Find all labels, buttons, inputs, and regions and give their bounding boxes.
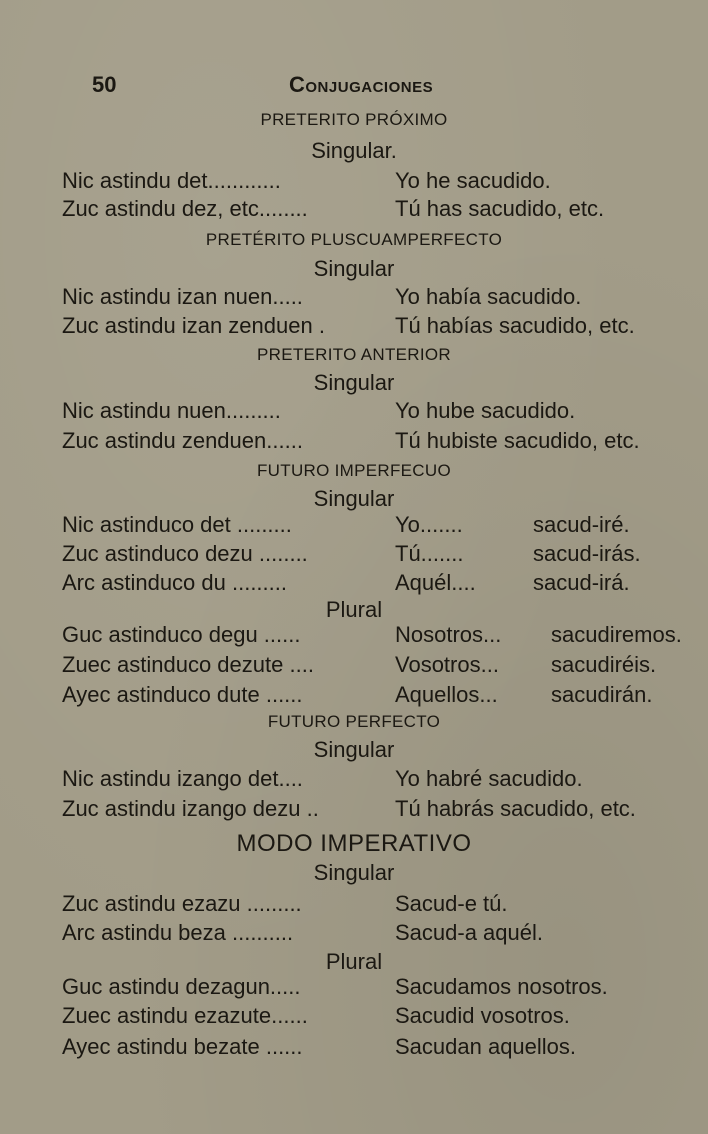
spanish-verb: sacud-irás. bbox=[533, 541, 641, 566]
conjugation-row bbox=[0, 284, 708, 314]
basque-form: Nic astinduco det ......... bbox=[62, 512, 292, 537]
basque-form: Nic astindu izan nuen..... bbox=[62, 284, 303, 309]
conjugation-row bbox=[0, 682, 708, 712]
spanish-pronoun: Nosotros... bbox=[395, 622, 502, 647]
conjugation-row bbox=[0, 974, 708, 1004]
conjugation-row bbox=[0, 541, 708, 571]
spanish-form: Tú habías sacudido, etc. bbox=[395, 313, 635, 338]
conjugation-row bbox=[0, 313, 708, 343]
conjugation-row bbox=[0, 168, 708, 198]
basque-form: Guc astinduco degu ...... bbox=[62, 622, 301, 647]
section-title: FUTURO PERFECTO bbox=[267, 712, 441, 731]
section-subtitle: Singular bbox=[313, 256, 395, 281]
page-header bbox=[0, 72, 708, 104]
conjugation-row bbox=[0, 1034, 708, 1064]
basque-form: Ayec astindu bezate ...... bbox=[62, 1034, 303, 1059]
conjugation-row bbox=[0, 796, 708, 826]
basque-form: Zuc astindu izango dezu .. bbox=[62, 796, 319, 821]
running-title: Conjugaciones bbox=[289, 72, 434, 97]
basque-form: Zuc astindu zenduen...... bbox=[62, 428, 303, 453]
spanish-verb: sacudirán. bbox=[551, 682, 653, 707]
spanish-form: Sacud-a aquél. bbox=[395, 920, 543, 945]
section-subtitle: Singular bbox=[313, 737, 395, 762]
basque-form: Zuec astindu ezazute...... bbox=[62, 1003, 308, 1028]
section-title: MODO IMPERATIVO bbox=[236, 830, 472, 857]
spanish-form: Yo hube sacudido. bbox=[395, 398, 576, 423]
basque-form: Nic astindu det............ bbox=[62, 168, 281, 193]
section-subtitle: Singular bbox=[313, 486, 395, 511]
conjugation-row bbox=[0, 766, 708, 796]
spanish-verb: sacudiréis. bbox=[551, 652, 657, 677]
spanish-form: Yo he sacudido. bbox=[395, 168, 551, 193]
section-subtitle: Singular bbox=[313, 860, 395, 885]
basque-form: Zuc astinduco dezu ........ bbox=[62, 541, 308, 566]
spanish-form: Sacudamos nosotros. bbox=[395, 974, 608, 999]
spanish-form: Tú hubiste sacudido, etc. bbox=[395, 428, 640, 453]
basque-form: Zuec astinduco dezute .... bbox=[62, 652, 314, 677]
basque-form: Nic astindu izango det.... bbox=[62, 766, 303, 791]
section-subtitle: Plural bbox=[325, 597, 383, 622]
spanish-pronoun: Vosotros... bbox=[395, 652, 499, 677]
spanish-form: Sacud-e tú. bbox=[395, 891, 508, 916]
spanish-form: Sacudid vosotros. bbox=[395, 1003, 570, 1028]
basque-form: Zuc astindu ezazu ......... bbox=[62, 891, 302, 916]
spanish-form: Yo habré sacudido. bbox=[395, 766, 583, 791]
section-title: FUTURO IMPERFECUO bbox=[257, 461, 451, 480]
spanish-form: Yo había sacudido. bbox=[395, 284, 582, 309]
spanish-form: Tú has sacudido, etc. bbox=[395, 196, 605, 221]
conjugation-row bbox=[0, 920, 708, 950]
section-title: PRETERITO PRÓXIMO bbox=[260, 110, 448, 129]
spanish-pronoun: Aquél.... bbox=[395, 570, 476, 595]
section-title: PRETERITO ANTERIOR bbox=[256, 345, 451, 364]
section-subtitle: Singular. bbox=[311, 138, 397, 163]
spanish-form: Sacudan aquellos. bbox=[395, 1034, 577, 1059]
spanish-pronoun: Yo....... bbox=[395, 512, 463, 537]
conjugation-row bbox=[0, 398, 708, 428]
spanish-pronoun: Aquellos... bbox=[395, 682, 498, 707]
page-number: 50 bbox=[92, 72, 117, 97]
section-subtitle: Plural bbox=[325, 949, 383, 974]
conjugation-row bbox=[0, 196, 708, 226]
basque-form: Guc astindu dezagun..... bbox=[62, 974, 301, 999]
basque-form: Ayec astinduco dute ...... bbox=[62, 682, 303, 707]
basque-form: Nic astindu nuen......... bbox=[62, 398, 281, 423]
spanish-verb: sacud-iré. bbox=[533, 512, 630, 537]
basque-form: Zuc astindu izan zenduen . bbox=[62, 313, 325, 338]
conjugation-row bbox=[0, 512, 708, 542]
conjugation-row bbox=[0, 570, 708, 600]
conjugation-row bbox=[0, 652, 708, 682]
spanish-verb: sacud-irá. bbox=[533, 570, 630, 595]
section-title: PRETÉRITO PLUSCUAMPERFECTO bbox=[205, 230, 503, 249]
conjugation-row bbox=[0, 1003, 708, 1033]
conjugation-row bbox=[0, 891, 708, 921]
conjugation-row bbox=[0, 622, 708, 652]
conjugation-row bbox=[0, 428, 708, 458]
basque-form: Arc astindu beza .......... bbox=[62, 920, 294, 945]
spanish-verb: sacudiremos. bbox=[551, 622, 682, 647]
spanish-form: Tú habrás sacudido, etc. bbox=[395, 796, 636, 821]
section-subtitle: Singular bbox=[313, 370, 395, 395]
basque-form: Arc astinduco du ......... bbox=[62, 570, 287, 595]
basque-form: Zuc astindu dez, etc........ bbox=[62, 196, 308, 221]
spanish-pronoun: Tú....... bbox=[395, 541, 464, 566]
